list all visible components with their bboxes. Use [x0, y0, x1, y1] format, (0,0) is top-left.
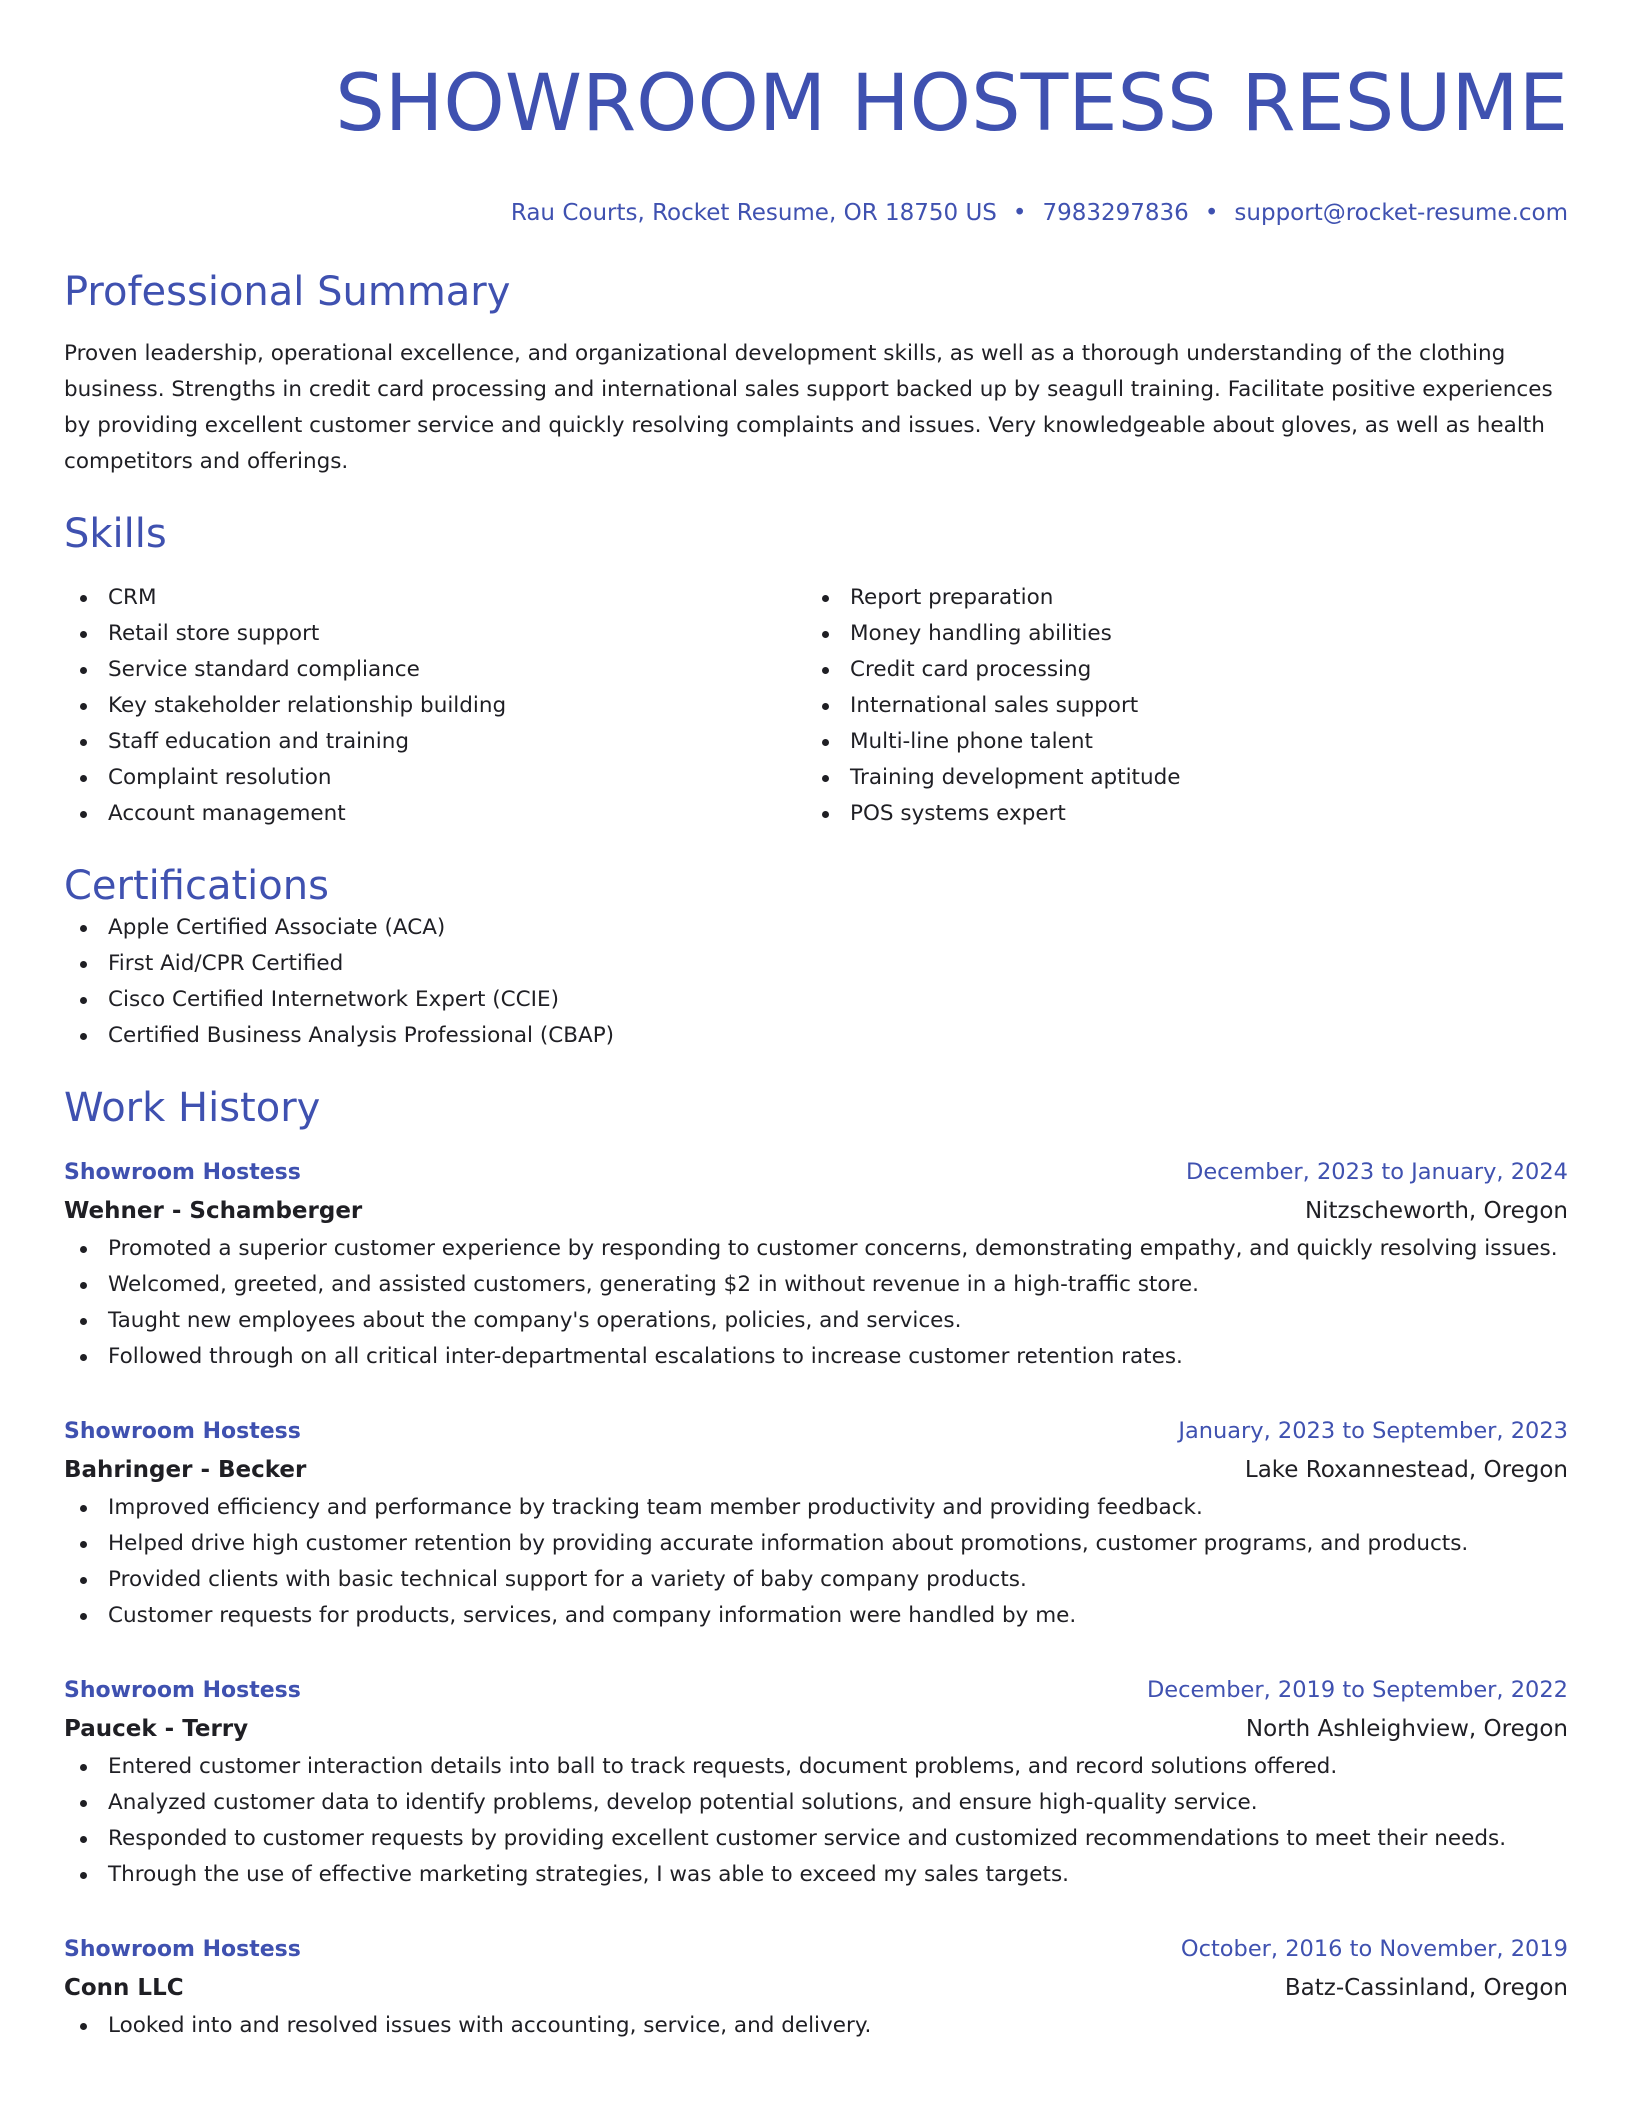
job-bullets	[64, 1231, 1568, 1375]
job-entry	[64, 1672, 1568, 1893]
contact-phone: 7983297836	[1042, 200, 1189, 226]
section-title-skills: Skills	[64, 511, 167, 557]
job-title: Showroom Hostess	[64, 1419, 301, 1444]
job-bullets	[64, 2008, 1568, 2044]
job-company-row	[64, 1191, 1568, 1231]
skill-item: Key stakeholder relationship building	[64, 688, 806, 724]
contact-address: Rau Courts, Rocket Resume, OR 18750 US	[510, 200, 997, 226]
job-dates: January, 2023 to September, 2023	[1178, 1418, 1568, 1444]
job-bullet: Promoted a superior customer experience by responding to customer concerns, demonstrating empathy, and quickly resolving issues.	[64, 1231, 1568, 1267]
section-title-summary: Professional Summary	[64, 269, 511, 315]
job-bullet: Through the use of effective marketing strategies, I was able to exceed my sales targets.	[64, 1857, 1568, 1893]
job-location: Lake Roxannestead, Oregon	[1244, 1457, 1568, 1483]
job-header-row	[64, 1154, 1568, 1191]
job-bullet: Entered customer interaction details into ball to track requests, document problems, and record solutions offered.	[64, 1749, 1568, 1785]
section-title-work-history: Work History	[64, 1085, 321, 1131]
job-bullet: Looked into and resolved issues with accounting, service, and delivery.	[64, 2008, 1568, 2044]
job-location: Nitzscheworth, Oregon	[1304, 1198, 1568, 1224]
skill-item: Staff education and training	[64, 724, 806, 760]
job-bullet: Customer requests for products, services, and company information were handled by me.	[64, 1598, 1568, 1634]
job-bullets	[64, 1490, 1568, 1634]
job-entry	[64, 1931, 1568, 2044]
skill-item: Service standard compliance	[64, 652, 806, 688]
job-title: Showroom Hostess	[64, 1937, 301, 1962]
contact-separator: •	[1012, 200, 1027, 226]
summary-text: Proven leadership, operational excellence, and organizational development skills, as well as a thorough understanding of the clothing business. Strengths in credit card processing and international sales support backed up by seagull training. Facilitate positive experiences by providing excellent customer service and quickly resolving complaints and issues. Very knowledgeable about gloves, as well as health competitors and offerings.	[64, 341, 1553, 474]
job-bullet: Followed through on all critical inter-departmental escalations to increase customer retention rates.	[64, 1339, 1568, 1375]
skill-item: Money handling abilities	[806, 616, 1548, 652]
skills-column-left	[64, 580, 806, 832]
skill-item: Multi-line phone talent	[806, 724, 1548, 760]
contact-separator: •	[1204, 200, 1219, 226]
job-header-row	[64, 1672, 1568, 1709]
job-dates: December, 2019 to September, 2022	[1146, 1677, 1568, 1703]
resume-page	[64, 0, 1568, 2044]
skills-grid	[64, 580, 1568, 832]
job-title: Showroom Hostess	[64, 1160, 301, 1185]
job-bullet: Helped drive high customer retention by providing accurate information about promotions, customer programs, and products.	[64, 1526, 1568, 1562]
job-company-row	[64, 1968, 1568, 2008]
certification-item: Cisco Certified Internetwork Expert (CCIE)	[64, 982, 1568, 1018]
certifications-list	[64, 910, 1568, 1054]
job-location: North Ashleighview, Oregon	[1245, 1716, 1568, 1742]
certification-item: Apple Certified Associate (ACA)	[64, 910, 1568, 946]
job-location: Batz-Cassinland, Oregon	[1284, 1975, 1568, 2001]
skills-list-left	[64, 580, 806, 832]
job-dates: December, 2023 to January, 2024	[1186, 1159, 1568, 1185]
job-company: Wehner - Schamberger	[64, 1198, 363, 1224]
job-entry	[64, 1413, 1568, 1634]
job-company-row	[64, 1709, 1568, 1749]
job-bullet: Responded to customer requests by providing excellent customer service and customized recommendations to meet their needs.	[64, 1821, 1568, 1857]
job-header-row	[64, 1413, 1568, 1450]
resume-title: SHOWROOM HOSTESS RESUME	[335, 59, 1568, 149]
skill-item: Report preparation	[806, 580, 1548, 616]
skill-item: CRM	[64, 580, 806, 616]
job-company-row	[64, 1450, 1568, 1490]
skill-item: Training development aptitude	[806, 760, 1548, 796]
skill-item: Retail store support	[64, 616, 806, 652]
job-bullet: Taught new employees about the company's operations, policies, and services.	[64, 1303, 1568, 1339]
job-company: Conn LLC	[64, 1975, 184, 2001]
skill-item: POS systems expert	[806, 796, 1548, 832]
skills-list-right	[806, 580, 1548, 832]
job-bullet: Improved efficiency and performance by tracking team member productivity and providing feedback.	[64, 1490, 1568, 1526]
job-title: Showroom Hostess	[64, 1678, 301, 1703]
job-bullets	[64, 1749, 1568, 1893]
skill-item: Account management	[64, 796, 806, 832]
job-header-row	[64, 1931, 1568, 1968]
certification-item: First Aid/CPR Certified	[64, 946, 1568, 982]
job-company: Bahringer - Becker	[64, 1457, 307, 1483]
certification-item: Certified Business Analysis Professional (CBAP)	[64, 1018, 1568, 1054]
job-bullet: Welcomed, greeted, and assisted customers, generating $2 in without revenue in a high-traffic store.	[64, 1267, 1568, 1303]
skill-item: Credit card processing	[806, 652, 1548, 688]
section-title-certifications: Certifications	[64, 863, 329, 909]
job-bullet: Provided clients with basic technical support for a variety of baby company products.	[64, 1562, 1568, 1598]
contact-email: support@rocket-resume.com	[1234, 200, 1568, 226]
skill-item: Complaint resolution	[64, 760, 806, 796]
skill-item: International sales support	[806, 688, 1548, 724]
job-dates: October, 2016 to November, 2019	[1180, 1936, 1568, 1962]
job-company: Paucek - Terry	[64, 1716, 249, 1742]
contact-line	[64, 198, 1568, 228]
job-entry	[64, 1154, 1568, 1375]
skills-column-right	[806, 580, 1548, 832]
job-bullet: Analyzed customer data to identify problems, develop potential solutions, and ensure high-quality service.	[64, 1785, 1568, 1821]
